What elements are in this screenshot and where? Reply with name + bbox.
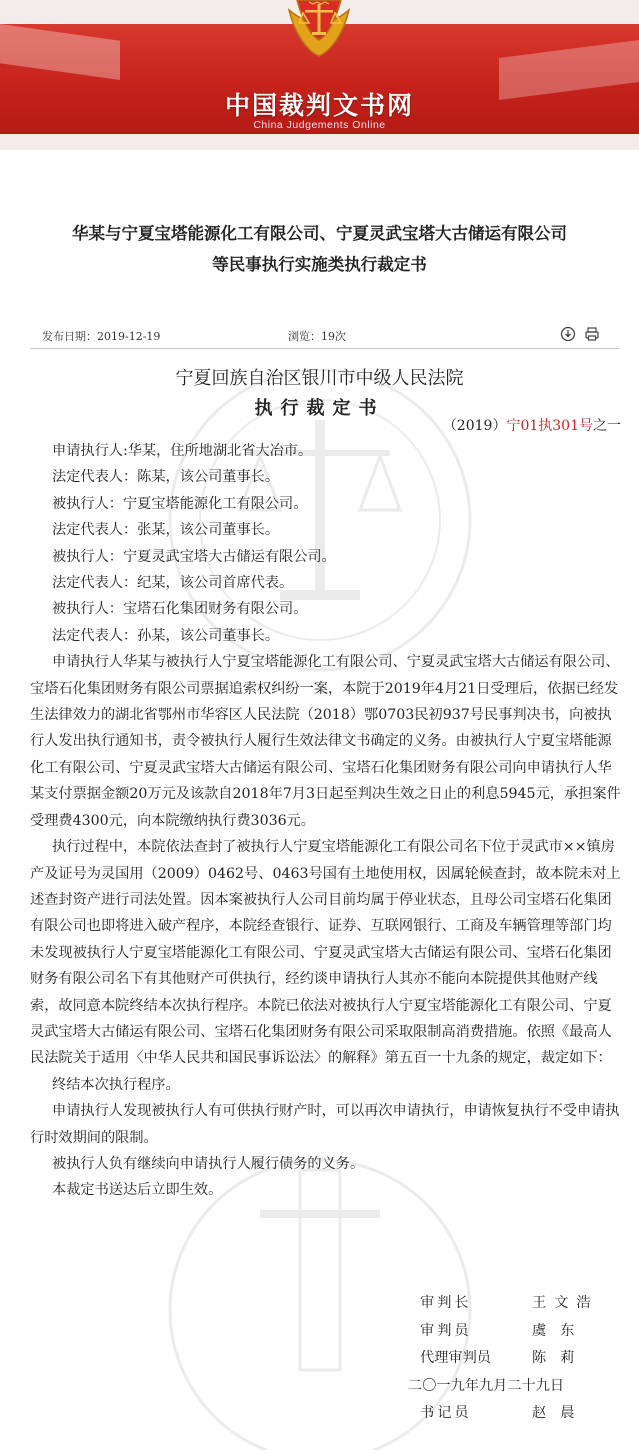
case-number — [443, 415, 621, 435]
publish-date — [42, 328, 160, 344]
meta-actions — [560, 326, 600, 342]
body-paragraph: 申请执行人华某与被执行人宁夏宝塔能源化工有限公司、宁夏灵武宝塔大古储运有限公司、宝塔石化集团财务有限公司票据追索权纠纷一案，本院于2019年4月21日受理后，依据已经发生法律效力的湖北省鄂州市华容区人民法院（2018）鄂0703民初937号民事判决书，向被执行人发出执行通知书，责令被执行人履行生效法律文书确定的义务。由被执行人宁夏宝塔能源化工有限公司、宁夏灵武宝塔大古储运有限公司、宝塔石化集团财务有限公司向申请执行人华某支付票据金额20万元及该款自2018年7月3日起至判决生效之日止的利息5945元，承担案件受理费4300元，向本院缴纳执行费3036元。 — [30, 654, 621, 829]
party-line: 被执行人：宝塔石化集团财务有限公司。 — [52, 601, 308, 618]
body-paragraph: 申请执行人发现被执行人有可供执行财产时，可以再次申请执行，申请恢复执行不受申请执行时效期间的限制。 — [30, 1103, 620, 1146]
party-line: 被执行人：宁夏宝塔能源化工有限公司。 — [52, 495, 308, 512]
signature-row — [420, 1290, 599, 1318]
party-line: 法定代表人：孙某，该公司董事长。 — [52, 627, 280, 644]
publish-label: 发布日期： — [42, 330, 97, 343]
view-count — [288, 328, 346, 344]
body-paragraph: 被执行人负有继续向申请执行人履行债务的义务。 — [52, 1155, 365, 1172]
signature-row — [420, 1345, 599, 1373]
signature-name: 陈莉 — [532, 1350, 589, 1366]
publish-date-value: 2019-12-19 — [97, 330, 161, 343]
case-number-link[interactable]: 宁01执301号 — [506, 418, 593, 434]
document-meta — [0, 324, 639, 346]
body-paragraph: 本裁定书送达后立即生效。 — [52, 1182, 223, 1199]
signature-role: 审判长 — [420, 1295, 472, 1311]
signature-block — [408, 1290, 599, 1428]
document-title — [0, 218, 639, 280]
views-value: 19次 — [321, 330, 346, 343]
party-line: 被执行人：宁夏灵武宝塔大古储运有限公司。 — [52, 548, 336, 565]
signature-name: 王文浩 — [532, 1295, 599, 1311]
court-name: 宁夏回族自治区银川市中级人民法院 — [175, 368, 464, 389]
signature-date: 二〇一九年九月二十九日 — [408, 1377, 565, 1394]
party-line: 法定代表人：纪某，该公司首席代表。 — [52, 575, 294, 592]
body-paragraph: 执行过程中，本院依法查封了被执行人宁夏宝塔能源化工有限公司名下位于灵武市××镇房产及证号为灵国用（2009）0462号、0463号国有土地使用权，因属轮候查封，故本院未对上述查封资产进行司法处置。因本案被执行人公司目前均属于停业状态，且母公司宝塔石化集团有限公司也即将进入破产程序，本院经查银行、证券、互联网银行、工商及车辆管理等部门均未发现被执行人宁夏宝塔能源化工有限公司、宁夏灵武宝塔大古储运有限公司、宝塔石化集团财务有限公司名下有其他财产可供执行，经约谈申请执行人其亦不能向本院提供其他财产线索，故同意本院终结本次执行程序。本院已依法对被执行人宁夏宝塔能源化工有限公司、宁夏灵武宝塔大古储运有限公司、宝塔石化集团财务有限公司采取限制高消费措施。依照《最高人民法院关于适用〈中华人民共和国民事诉讼法〉的解释》第五百一十九条的规定，裁定如下： — [30, 839, 621, 1067]
signature-row — [420, 1400, 599, 1428]
signature-name: 虞东 — [532, 1322, 589, 1339]
case-number-prefix: （2019） — [442, 418, 507, 434]
meta-divider — [30, 348, 620, 349]
party-line: 法定代表人：张某，该公司董事长。 — [52, 522, 280, 539]
party-line: 法定代表人：陈某，该公司董事长。 — [52, 469, 280, 486]
views-label: 浏览： — [288, 330, 321, 343]
signature-role: 代理审判员 — [420, 1350, 491, 1366]
document-title-line-1: 华某与宁夏宝塔能源化工有限公司、宁夏灵武宝塔大古储运有限公司 — [72, 224, 567, 243]
signature-role: 审判员 — [420, 1322, 472, 1339]
signature-name: 赵晨 — [532, 1405, 589, 1421]
signature-date-row — [408, 1373, 599, 1401]
site-subtitle: China Judgements Online — [253, 119, 386, 131]
document-type: 执行裁定书 — [254, 398, 385, 419]
body-paragraph: 终结本次执行程序。 — [52, 1076, 180, 1093]
document-body — [30, 438, 624, 1204]
print-icon[interactable] — [584, 326, 600, 342]
site-title[interactable]: 中国裁判文书网 — [224, 91, 414, 120]
signature-role: 书记员 — [420, 1405, 472, 1421]
document-title-line-2: 等民事执行实施类执行裁定书 — [212, 255, 427, 274]
signature-row — [420, 1318, 599, 1346]
site-banner — [0, 0, 639, 150]
case-number-suffix: 之一 — [593, 418, 621, 434]
party-line: 申请执行人:华某，住所地湖北省大冶市。 — [52, 443, 313, 459]
download-icon[interactable] — [560, 326, 576, 342]
